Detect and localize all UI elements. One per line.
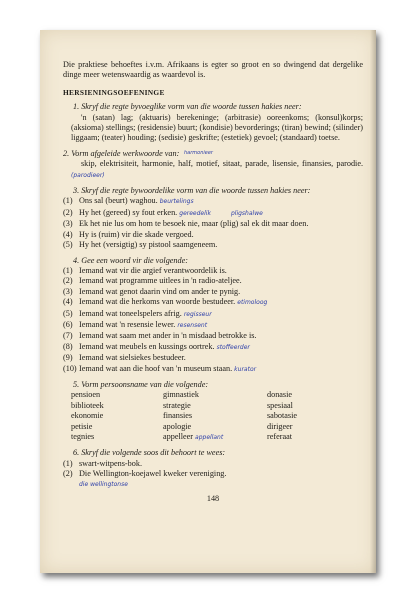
word-cell: sabotasie bbox=[267, 411, 298, 421]
list-item: (8) Iemand wat meubels en kussings oortrek. stoffeerder bbox=[63, 341, 250, 351]
ex3-list bbox=[63, 196, 363, 250]
ex3-instruction: 3. Skryf die regte bywoordelike vorm van die woorde tussen hakies neer: bbox=[73, 186, 311, 196]
ex4-list bbox=[63, 266, 363, 375]
handwritten-answer: regisseur bbox=[183, 310, 212, 318]
ex6-list bbox=[63, 459, 363, 480]
handwritten-answer: resensent bbox=[177, 321, 208, 329]
word-cell: finansies bbox=[163, 411, 193, 421]
word-cell: tegnies bbox=[71, 432, 95, 441]
ex2-handwritten-parodieer: (parodieer) bbox=[71, 171, 105, 179]
ex1-instruction: 1. Skryf die regte byvoeglike vorm van die woorde tussen hakies neer: bbox=[73, 102, 302, 112]
list-item: (5) Iemand wat toneelspelers afrig. regisseur bbox=[63, 308, 212, 318]
handwritten-answer: appellant bbox=[195, 434, 224, 441]
ex2-instruction: 2. Vorm afgeleide werkwoorde van: bbox=[63, 148, 180, 158]
ex4-instruction: 4. Gee een woord vir die volgende: bbox=[73, 255, 188, 265]
list-item: (1) Ons sal (beurt) waghou. beurtelings bbox=[63, 196, 194, 206]
list-item: (4) Iemand wat die herkoms van woorde bestudeer. etimoloog bbox=[63, 297, 268, 307]
word-cell: ekonomie bbox=[71, 411, 104, 421]
list-item: (1) swart-witpens-bok. bbox=[63, 458, 142, 468]
word-cell: referaat bbox=[267, 432, 292, 441]
word-cell: biblioteek bbox=[71, 400, 104, 410]
handwritten-answer: etimoloog bbox=[237, 299, 268, 307]
word-cell: dirigeer bbox=[267, 421, 293, 431]
ex6-instruction: 6. Skryf die volgende soos dit behoort te wees: bbox=[73, 448, 226, 458]
word-cell: spesiaal bbox=[267, 400, 293, 410]
word-cell: strategie bbox=[163, 400, 191, 410]
list-item: (2) Iemand wat programme uitlees in 'n radio-ateljee. bbox=[63, 276, 242, 286]
list-item: (3) Iemand wat genot daarin vind om ander te pynig. bbox=[63, 286, 241, 296]
word-cell: donasie bbox=[267, 390, 293, 400]
word-cell: pensioen bbox=[71, 390, 101, 400]
section-heading: HERSIENINGSOEFENINGE bbox=[63, 87, 165, 97]
list-item: (4) Hy is (ruim) vir die skade vergoed. bbox=[63, 229, 194, 239]
list-item: (10) Iemand wat aan die hoof van 'n museum staan. kurator bbox=[63, 363, 257, 373]
word-cell: apologie bbox=[163, 421, 192, 431]
handwritten-answer: stoffeerder bbox=[216, 343, 250, 351]
list-item: (7) Iemand wat saam met ander in 'n misdaad betrokke is. bbox=[63, 331, 257, 341]
page-number: 148 bbox=[206, 494, 220, 504]
word-cell: petisie bbox=[71, 421, 93, 431]
handwritten-answer: beurtelings bbox=[159, 198, 194, 206]
word-cell: gimnastiek bbox=[163, 390, 199, 400]
word-cell: appelleer appellant bbox=[163, 432, 224, 441]
list-item: (2) Die Wellington-koejawel kweker vereniging. bbox=[63, 469, 227, 479]
list-item: (5) Hy het (versigtig) sy pistool saamgeneem. bbox=[63, 240, 218, 250]
ex1-text: 'n (satan) lag; (aktuaris) berekeninge; (arbitrasie) ooreenkoms; (konsul)korps; (aksioma) stellings; (residensie) buurt; (kondisie) bevorderings; (tiran) bewind; (silinder) liggaam; (teater) houding; (sedisie) geskrifte; (estetiek) gevoel; (standaard) toetse. bbox=[71, 112, 363, 143]
handwritten-answer: kurator bbox=[234, 365, 257, 373]
page-content bbox=[63, 60, 363, 504]
ex5-word-grid bbox=[63, 390, 363, 443]
list-item: (2) Hy het (gereed) sy fout erken. gereedelik pligshalwe bbox=[63, 207, 263, 217]
book-page bbox=[40, 30, 376, 573]
list-item: (3) Ek het nie lus om hom te besoek nie, maar (plig) sal ek dit maar doen. bbox=[63, 219, 309, 229]
handwritten-answer: gereedelik bbox=[179, 209, 211, 217]
ex2-handwritten-harmonieer: harmonieer bbox=[184, 149, 213, 156]
ex6-handwritten-line: die wellingtonse bbox=[79, 480, 128, 488]
intro-paragraph: Die praktiese behoeftes i.v.m. Afrikaans is egter so groot en so dwingend dat dergelike dinge meer wetenswaardig as waardevol is. bbox=[63, 60, 363, 80]
list-item: (6) Iemand wat 'n resensie lewer. resensent bbox=[63, 319, 208, 329]
list-item: (1) Iemand wat vir die argief verantwoordelik is. bbox=[63, 265, 227, 275]
ex5-instruction: 5. Vorm persoonsname van die volgende: bbox=[73, 379, 209, 389]
handwritten-answer: pligshalwe bbox=[230, 209, 263, 217]
ex2-text: skip, elektrisiteit, harmonie, half, motief, sitaat, parade, lisensie, finansies, parodie. (parodieer) bbox=[71, 159, 363, 179]
list-item: (9) Iemand wat sielsiekes bestudeer. bbox=[63, 353, 186, 363]
